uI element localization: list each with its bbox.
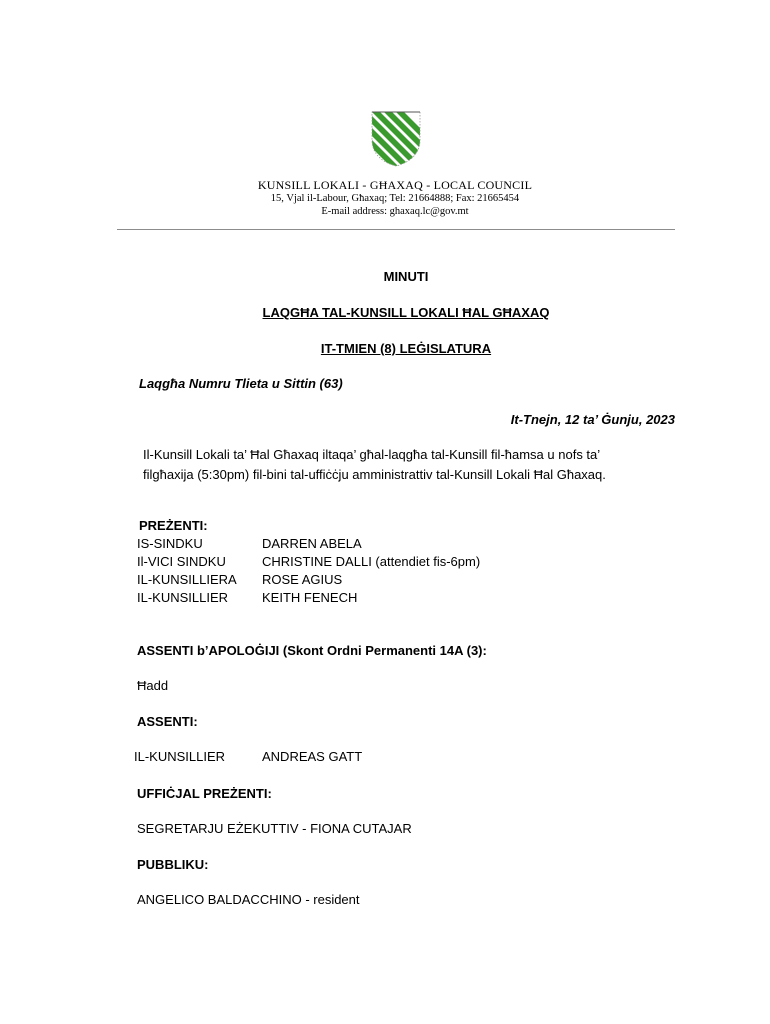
present-name: KEITH FENECH [262,590,358,605]
present-role: IL-KUNSILLIERA [137,572,237,587]
absent-name: ANDREAS GATT [262,749,363,764]
present-name: CHRISTINE DALLI (attendiet fis-6pm) [262,554,481,569]
council-address: 15, Vjal il-Labour, Għaxaq; Tel: 21664888; Fax: 21665454 [270,193,520,204]
council-crest [370,110,422,168]
present-role: IS-SINDKU [137,536,203,551]
meeting-heading: LAQGĦA TAL-KUNSILL LOKALI ĦAL GĦAXAQ [262,305,550,320]
present-name: ROSE AGIUS [262,572,343,587]
intro-paragraph-line1: Il-Kunsill Lokali ta’ Ħal Għaxaq iltaqa’ għal-laqgħa tal-Kunsill fil-ħamsa u nofs ta’ [143,447,601,462]
intro-paragraph-line2: filgħaxija (5:30pm) fil-bini tal-uffiċċju amministrattiv tal-Kunsill Lokali Ħal Għaxaq. [143,467,606,482]
present-role: Il-VICI SINDKU [137,554,226,569]
meeting-number: Laqgħa Numru Tlieta u Sittin (63) [139,376,343,391]
public-value: ANGELICO BALDACCHINO - resident [137,892,360,907]
meeting-date: It-Tnejn, 12 ta’ Ġunju, 2023 [510,412,675,427]
legislature-heading: IT-TMIEN (8) LEĠISLATURA [320,341,492,356]
present-name: DARREN ABELA [262,536,362,551]
apologies-heading: ASSENTI b’APOLOĠIJI (Skont Ordni Permanenti 14A (3): [137,643,487,658]
council-name: KUNSILL LOKALI - GĦAXAQ - LOCAL COUNCIL [257,178,533,192]
document-title: MINUTI [383,269,429,284]
officials-value: SEGRETARJU EŻEKUTTIV - FIONA CUTAJAR [137,821,412,836]
public-heading: PUBBLIKU: [137,857,209,872]
crest-shield-icon [370,110,422,168]
council-email: E-mail address: ghaxaq.lc@gov.mt [321,206,469,217]
officials-heading: UFFIĊJAL PREŻENTI: [137,786,272,801]
absent-heading: ASSENTI: [137,714,198,729]
present-role: IL-KUNSILLIER [137,590,229,605]
present-heading: PREŻENTI: [139,518,208,533]
header-divider [117,229,675,230]
absent-role: IL-KUNSILLIER [134,749,226,764]
apologies-value: Ħadd [137,678,169,693]
